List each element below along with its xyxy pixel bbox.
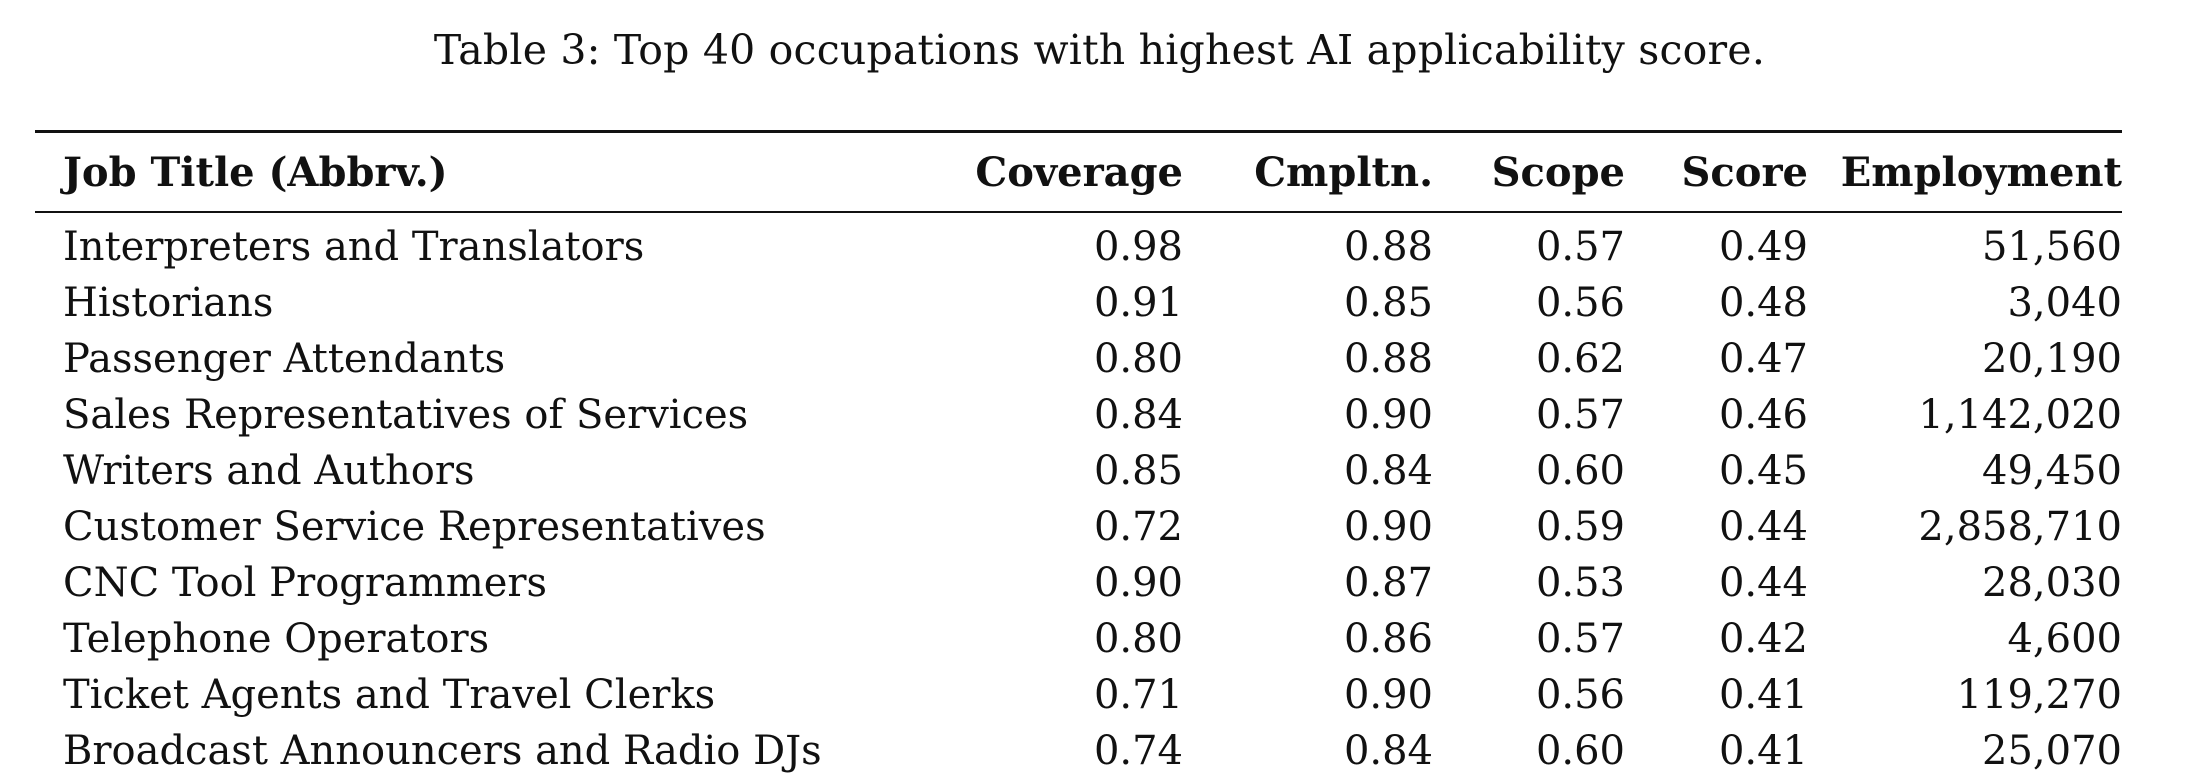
- header-coverage: Coverage: [975, 148, 1183, 196]
- cell-coverage: 0.74: [1093, 728, 1183, 774]
- cell-coverage: 0.90: [1093, 560, 1183, 606]
- cell-scope: 0.59: [1535, 504, 1625, 550]
- cell-coverage: 0.71: [1093, 672, 1183, 718]
- header-scope: Scope: [1491, 148, 1625, 196]
- cell-coverage: 0.85: [1093, 448, 1183, 494]
- cell-job-title: Sales Representatives of Services: [63, 392, 749, 438]
- table-row: [35, 499, 2122, 555]
- cell-job-title: CNC Tool Programmers: [63, 560, 548, 606]
- cell-coverage: 0.84: [1093, 392, 1183, 438]
- cell-score: 0.47: [1718, 336, 1808, 382]
- cell-job-title: Customer Service Representatives: [63, 504, 766, 550]
- cell-coverage: 0.80: [1093, 336, 1183, 382]
- cell-job-title: Passenger Attendants: [63, 336, 506, 382]
- cell-completion: 0.90: [1343, 392, 1433, 438]
- table-row: [35, 723, 2122, 779]
- cell-employment: 20,190: [1982, 336, 2122, 382]
- cell-score: 0.44: [1718, 504, 1808, 550]
- cell-employment: 28,030: [1982, 560, 2122, 606]
- cell-employment: 119,270: [1956, 672, 2122, 718]
- table-row: [35, 611, 2122, 667]
- table-grid: [35, 133, 2122, 211]
- cell-scope: 0.57: [1535, 616, 1625, 662]
- cell-completion: 0.85: [1343, 280, 1433, 326]
- cell-employment: 3,040: [2007, 280, 2122, 326]
- cell-employment: 4,600: [2007, 616, 2122, 662]
- cell-employment: 51,560: [1982, 224, 2122, 270]
- cell-coverage: 0.80: [1093, 616, 1183, 662]
- cell-scope: 0.60: [1535, 728, 1625, 774]
- cell-coverage: 0.72: [1093, 504, 1183, 550]
- cell-score: 0.48: [1718, 280, 1808, 326]
- cell-scope: 0.57: [1535, 224, 1625, 270]
- table-row: [35, 443, 2122, 499]
- cell-scope: 0.60: [1535, 448, 1625, 494]
- cell-scope: 0.56: [1535, 280, 1625, 326]
- cell-completion: 0.87: [1343, 560, 1433, 606]
- header-job-title: Job Title (Abbrv.): [63, 148, 448, 196]
- cell-coverage: 0.98: [1093, 224, 1183, 270]
- table-row: [35, 667, 2122, 723]
- header-row: [35, 133, 2122, 211]
- cell-score: 0.49: [1718, 224, 1808, 270]
- table-caption: Table 3: Top 40 occupations with highest AI applicability score.: [433, 26, 1766, 74]
- header-score: Score: [1681, 148, 1808, 196]
- cell-job-title: Historians: [63, 280, 274, 326]
- cell-job-title: Broadcast Announcers and Radio DJs: [63, 728, 822, 774]
- cell-employment: 2,858,710: [1918, 504, 2122, 550]
- cell-completion: 0.90: [1343, 504, 1433, 550]
- cell-score: 0.45: [1718, 448, 1808, 494]
- cell-completion: 0.88: [1343, 224, 1433, 270]
- cell-scope: 0.57: [1535, 392, 1625, 438]
- cell-completion: 0.88: [1343, 336, 1433, 382]
- occupations-table: [35, 130, 2122, 779]
- cell-score: 0.41: [1718, 672, 1808, 718]
- table-row: [35, 331, 2122, 387]
- cell-completion: 0.84: [1343, 728, 1433, 774]
- cell-job-title: Interpreters and Translators: [63, 224, 645, 270]
- table-row: [35, 275, 2122, 331]
- cell-employment: 49,450: [1982, 448, 2122, 494]
- table-row: [35, 213, 2122, 275]
- cell-completion: 0.84: [1343, 448, 1433, 494]
- table-row: [35, 387, 2122, 443]
- cell-job-title: Ticket Agents and Travel Clerks: [63, 672, 716, 718]
- cell-score: 0.41: [1718, 728, 1808, 774]
- header-completion: Cmpltn.: [1254, 148, 1433, 196]
- cell-score: 0.44: [1718, 560, 1808, 606]
- cell-scope: 0.53: [1535, 560, 1625, 606]
- header-employment: Employment: [1840, 148, 2122, 196]
- cell-employment: 1,142,020: [1918, 392, 2122, 438]
- cell-completion: 0.90: [1343, 672, 1433, 718]
- table-body: [35, 213, 2122, 779]
- cell-scope: 0.56: [1535, 672, 1625, 718]
- cell-employment: 25,070: [1982, 728, 2122, 774]
- cell-scope: 0.62: [1535, 336, 1625, 382]
- cell-completion: 0.86: [1343, 616, 1433, 662]
- cell-job-title: Telephone Operators: [63, 616, 490, 662]
- table-row: [35, 555, 2122, 611]
- cell-score: 0.42: [1718, 616, 1808, 662]
- cell-job-title: Writers and Authors: [63, 448, 475, 494]
- cell-coverage: 0.91: [1093, 280, 1183, 326]
- cell-score: 0.46: [1718, 392, 1808, 438]
